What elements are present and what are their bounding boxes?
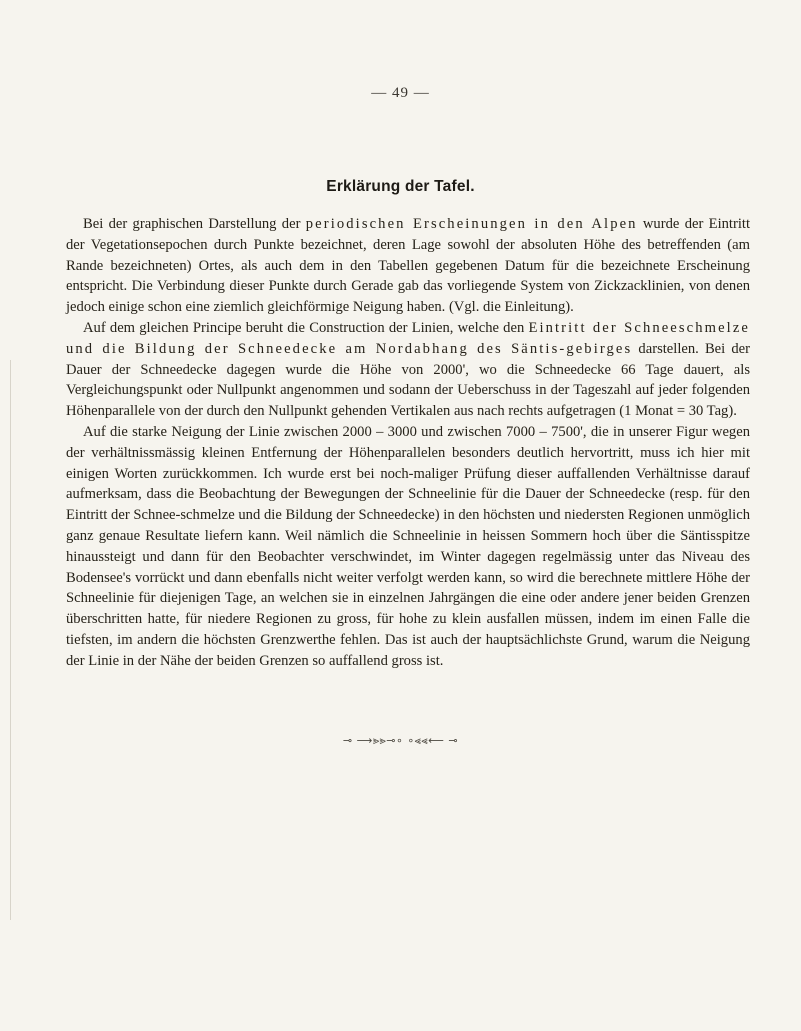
- paragraph-3-part-1: Auf die starke Neigung der Linie zwischen 2000 – 3000 und zwischen 7000 – 7500', die in unserer Figur wegen der verhältnissmässig kleinen Entfernung der Höhenparallelen besonders deutlich hervortritt, muss ich hier mit einigen Worten zurückkommen. Ich wurde erst bei noch-maliger Prüfung dieser auffallenden Verhältnisse darauf aufmerksam, dass die Beobachtung der Bewegungen der Schneelinie für die Dauer der Schneedecke (resp. für den Eintritt der Schnee-schmelze und die Bildung der Schneedecke) in den höchsten und niedersten Regionen unmöglich ganz genaue Resultate liefern kann. Weil nämlich die Schneelinie in heissen Sommern hoch über die Säntisspitze hinaussteigt und dann für den Beobachter verschwindet, im Winter dagegen regelmässig unter das Niveau des Bodensee's vorrückt und dann ebenfalls nicht weiter verfolgt werden kann, so wird die berechnete mittlere Höhe der Schneelinie für diejenigen Tage, an welchen sie in einzelnen Jahrgängen die eine oder andere jener beiden Grenzen überschritten hatte, für niedere Regionen zu gross, für hohe zu klein ausfallen müssen, indem im einen Falle die tiefsten, im andern die höchsten Grenzwerthe fehlen. Das ist auch der hauptsächlichste Grund, warum die Neigung der Linie in der Nähe der beiden Grenzen so auffallend gross ist.: [66, 423, 750, 669]
- paragraph-2-part-3: darstellen. Bei der Dauer der Schneedecke dagegen wurde die Höhe von 2000', wo die Schneedecke 66 Tage dauert, als Vergleichungspunkt oder Nullpunkt angenommen und sodann der Ueberschuss in der Tageszahl auf jeder folgenden Höhenparallele von der durch den Nullpunkt gehenden Vertikalen aus nach rechts aufgetragen (1 Monat = 30 Tag).: [66, 340, 750, 420]
- section-heading: Erklärung der Tafel.: [326, 178, 475, 195]
- paragraph-1-part-3: wurde der Eintritt der Vegetationsepochen durch Punkte bezeichnet, deren Lage sowohl der absoluten Höhe des betreffenden (am Rande bezeichneten) Ortes, als auch dem in den Tabellen gegebenen Datum für die bezeichnete Erscheinung entspricht. Die Verbindung dieser Punkte durch Gerade gab das vorliegende System von Zickzacklinien, von denen jedoch einige schon eine ziemlich gleichförmige Neigung haben. (Vgl. die Einleitung).: [66, 216, 750, 316]
- paragraph-1-spaced-phrase: periodischen Erscheinungen in den Alpen: [305, 216, 638, 232]
- page-number: — 49 —: [371, 85, 430, 101]
- body-text: [66, 214, 750, 672]
- paragraph-3: [66, 422, 750, 672]
- paragraph-1: [66, 214, 750, 318]
- paragraph-2: [66, 318, 750, 422]
- ornament-divider: ⊸ ⟶⪢⪢⊸∘ ∘⪡⪡⟵ ⊸: [342, 734, 459, 747]
- paragraph-1-part-1: Bei der graphischen Darstellung der: [83, 216, 306, 232]
- page-edge-line: [10, 360, 11, 920]
- paragraph-2-part-1: Auf dem gleichen Principe beruht die Construction der Linien, welche den: [83, 319, 529, 336]
- paragraph-2-spaced-phrase: Eintritt der Schneeschmelze und die Bildung der Schneedecke am Nordabhang des Säntis-gebirges: [66, 319, 750, 357]
